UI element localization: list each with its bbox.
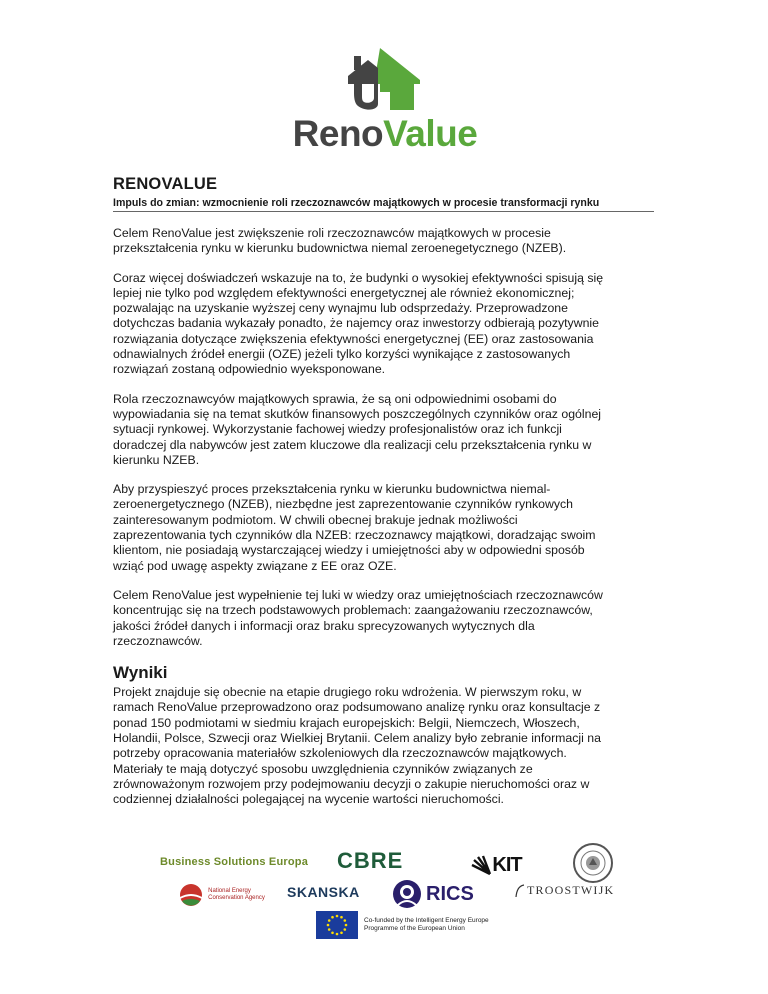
paragraph-5: Celem RenoValue jest wypełnienie tej luki w wiedzy oraz umiejętnościach rzeczoznawców koncentrując się na trzech podstawowych problemach: zaangażowaniu rzeczoznawców, jakości źródeł danych i informacji oraz braku sprecyzowanych wytycznych dla rzeczoznawców. (113, 587, 603, 648)
results-heading: Wyniki (113, 663, 168, 683)
neca-text: National Energy Conservation Agency (208, 888, 265, 901)
document-title: RENOVALUE (113, 175, 218, 193)
neca-logo (162, 881, 282, 909)
neca-circle-icon (179, 883, 203, 907)
eu-cofunding-text: Co-funded by the Intelligent Energy Europe Programme of the European Union (364, 917, 489, 932)
kit-arcs-icon (470, 854, 492, 876)
results-paragraph: Projekt znajduje się obecnie na etapie drugiego roku wdrożenia. W pierwszym roku, w ramach RenoValue przeprowadzono oraz podsumowano analizę rynku oraz konsultacje z ponad 150 podmiotami w siedmiu krajach europejskich: Belgii, Niemczech, Włoszech, Holandii, Polsce, Szwecji oraz Wielkiej Brytanii. Celem analizy było zebranie informacji na potrzeby opracowania materiałów szkoleniowych dla rzeczoznawców majątkowych. Materiały te mają dotyczyć sposobu uwzględnienia czynników związanych ze zrównoważonym rozwojem przy podejmowaniu decyzji o zakupie nieruchomości oraz w codziennej działalności polegającej na wycenie wartości nieruchomości. (113, 685, 601, 807)
eu-cofunding-logo (316, 911, 496, 939)
troostwijk-text: TROOSTWIJK (527, 883, 615, 897)
house-icon (290, 46, 480, 112)
troostwijk-logo (515, 883, 614, 898)
kit-text: KIT (492, 853, 522, 876)
eu-flag-icon (316, 911, 358, 939)
document-subtitle: Impuls do zmian: wzmocnienie roli rzeczoznawców majątkowych w procesie transformacji rynku (113, 197, 600, 209)
business-solutions-europa-logo: Business Solutions Europa (160, 856, 309, 868)
rics-lion-icon (392, 879, 422, 909)
renovalue-logo (290, 46, 480, 156)
kit-logo (458, 852, 534, 878)
university-seal-logo (573, 843, 613, 883)
troostwijk-swoosh-icon (515, 884, 525, 898)
paragraph-1: Celem RenoValue jest zwiększenie roli rzeczoznawców majątkowych w procesie przekształcenia rynku w kierunku budownictwa niemal zeroenegetycznego (NZEB). (113, 226, 567, 256)
cbre-logo: CBRE (337, 848, 404, 873)
eu-stars-icon (324, 914, 350, 936)
skanska-logo: SKANSKA (287, 884, 360, 900)
logo-wordmark: RenoValue (292, 113, 478, 154)
paragraph-2: Coraz więcej doświadczeń wskazuje na to, że budynki o wysokiej efektywności spisują się lepiej nie tylko pod względem efektywności energetycznej ale również ekonomicznej; pozwalając na uzyskanie wyższej ceny wynajmu lub odsprzedaży. Przeprowadzone dotychczas badania wykazały ponadto, że najemcy oraz inwestorzy odbierają pozytywnie rozwiązania dotyczące zwiększenia efektywności energetycznej (EE) oraz zastosowania odnawialnych źródeł energii (OZE) jeżeli tylko korzyści wynikające z zastosowanych rozwiązań zostaną odpowiednio wyeksponowane. (113, 270, 604, 377)
rics-logo (392, 879, 474, 909)
title-divider (113, 211, 654, 212)
document-body (113, 226, 654, 808)
seal-icon (578, 848, 608, 878)
rics-text: RICS (426, 882, 474, 905)
paragraph-4: Aby przyspieszyć proces przekształcenia rynku w kierunku budownictwa niemal- zeroenergetycznego (NZEB), niezbędne jest zaprezentowanie czynników rynkowych zainteresowanym podmiotom. W chwili obecnej brakuje jednak możliwości zaprezentowania tych czynników dla NZEB: rzeczoznawcy majątkowi, doradzając swoim klientom, nie posiadają wystarczającej wiedzy i umiejętności aby w odpowiedni sposób wziąć pod uwagę aspekty związane z EE oraz OZE. (113, 482, 596, 573)
paragraph-3: Rola rzeczoznawcyów majątkowych sprawia, że są oni odpowiednimi osobami do wypowiadania się na temat skutków finansowych poszczególnych czynników oraz ogólnej sytuacji rynkowej. Wykorzystanie fachowej wiedzy profesjonalistów oraz ich funkcji doradczej dla nabywców jest zatem kluczowe dla realizacji celu przekształcenia rynku w kierunku NZEB. (113, 391, 602, 467)
